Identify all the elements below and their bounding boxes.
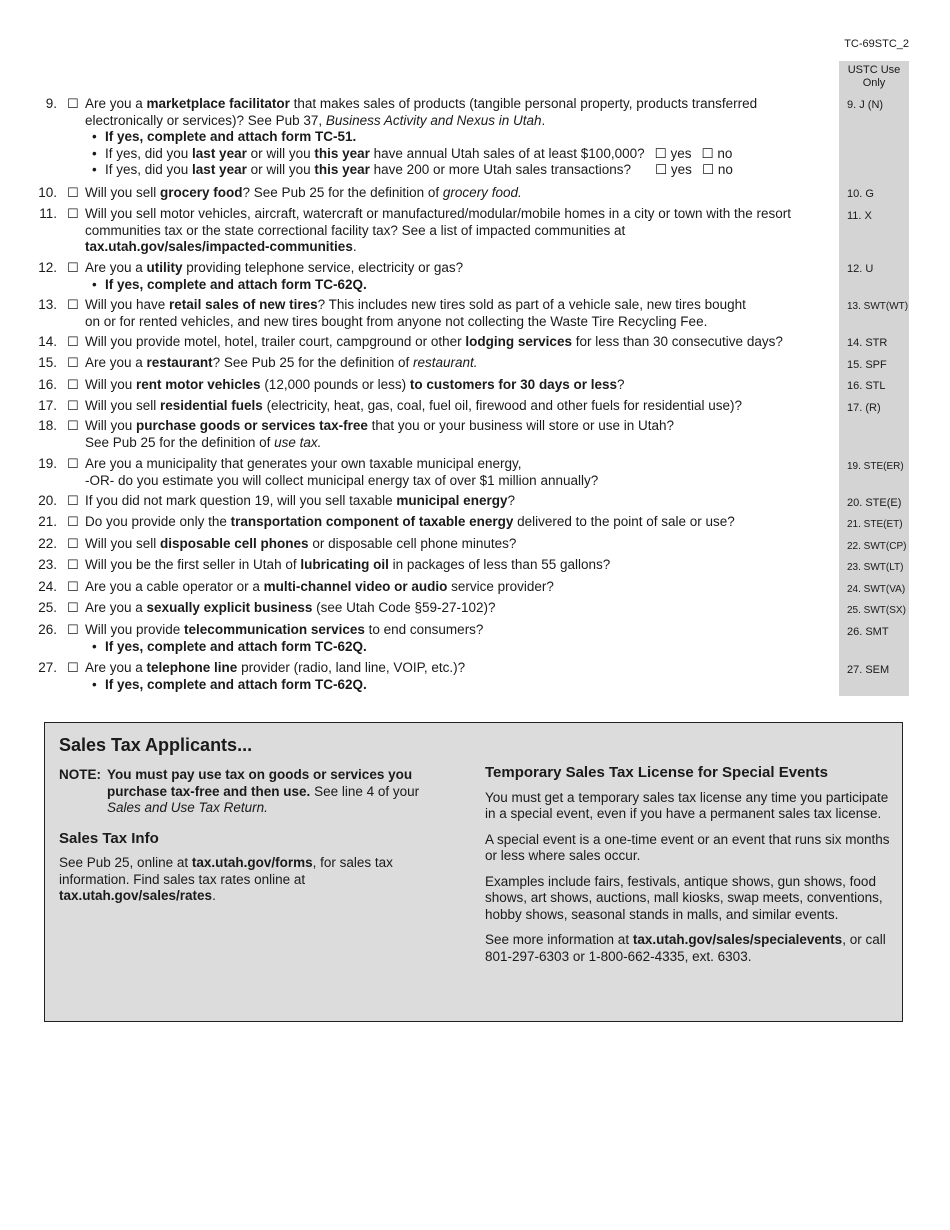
checkbox[interactable]: ☐ — [67, 418, 79, 433]
code-17: 17. (R) — [847, 402, 881, 414]
question-11: 11. ☐ Will you sell motor vehicles, aircraft, watercraft or manufactured/modular/mobile homes in a city or town with the resort communities tax or the state correctional facility tax? See a list of impacted communities at tax.utah.gov/sales/impacted-communities. — [39, 206, 792, 254]
checkbox[interactable]: ☐ — [67, 377, 79, 392]
code-12: 12. U — [847, 263, 874, 275]
ustc-use-column — [839, 61, 909, 696]
checkbox[interactable]: ☐ — [67, 536, 79, 551]
question-21: 21. ☐ Do you provide only the transportation component of taxable energy delivered to the point of sale or use? — [38, 514, 735, 529]
panel-left-column — [59, 767, 454, 914]
checkbox[interactable]: ☐ — [67, 334, 79, 349]
code-20: 20. STE(E) — [847, 497, 902, 509]
checkbox[interactable]: ☐ — [67, 398, 79, 413]
panel-right-column — [485, 765, 895, 974]
question-10: 10. ☐ Will you sell grocery food? See Pub 25 for the definition of grocery food. — [38, 185, 522, 200]
code-19: 19. STE(ER) — [847, 461, 904, 472]
sales-tax-info-text: See Pub 25, online at tax.utah.gov/forms, for sales tax information. Find sales tax rates online at tax.utah.gov/sales/rates. — [59, 855, 393, 903]
question-13: 13. ☐ Will you have retail sales of new tires? This includes new tires sold as part of a vehicle sale, new tires bought on or for rented vehicles, and new tires bought from anyone not collecting the Waste Tire Recycling Fee. — [38, 297, 746, 329]
checkbox-yes[interactable]: ☐ — [654, 145, 667, 161]
panel-title: Sales Tax Applicants... — [59, 735, 253, 755]
question-22: 22. ☐ Will you sell disposable cell phones or disposable cell phone minutes? — [38, 536, 517, 551]
code-10: 10. G — [847, 188, 874, 200]
temp-license-p1: You must get a temporary sales tax license any time you participate in a special event, even if you have a permanent sales tax license. — [485, 789, 889, 821]
checkbox[interactable]: ☐ — [67, 260, 79, 275]
form-id: TC-69STC_2 — [844, 38, 909, 50]
question-9: 9. ☐ Are you a marketplace facilitator that makes sales of products (tangible personal property, products transferred electronically or services)? See Pub 37, Business Activity and Nexus in Utah. • If yes, complete and attach form TC-51. • If yes, did you last year or will you this year have annual Utah sales of at least $100,000? ☐ yes ☐ no • If yes, did you last year or will you this year have 200 or more Utah sales transactions? ☐ yes ☐ no — [34, 96, 834, 179]
code-21: 21. STE(ET) — [847, 519, 903, 530]
rates-link[interactable]: tax.utah.gov/sales/rates — [59, 888, 213, 903]
code-25: 25. SWT(SX) — [847, 605, 906, 616]
checkbox[interactable]: ☐ — [67, 206, 79, 221]
temp-license-heading: Temporary Sales Tax License for Special Events — [485, 764, 828, 781]
special-events-link[interactable]: tax.utah.gov/sales/specialevents — [632, 932, 843, 947]
checkbox[interactable]: ☐ — [67, 96, 79, 111]
question-16: 16. ☐ Will you rent motor vehicles (12,000 pounds or less) to customers for 30 days or less? — [38, 377, 625, 392]
checkbox-yes[interactable]: ☐ — [655, 162, 668, 177]
checkbox[interactable]: ☐ — [67, 579, 79, 594]
checkbox[interactable]: ☐ — [67, 355, 79, 370]
code-26: 26. SMT — [847, 626, 889, 638]
checkbox[interactable]: ☐ — [67, 600, 79, 615]
question-27: 27. ☐ Are you a telephone line provider (radio, land line, VOIP, etc.)? • If yes, complete and attach form TC-62Q. — [34, 660, 834, 693]
temp-license-p2: A special event is a one-time event or an event that runs six months or less where sales occur. — [485, 831, 890, 863]
checkbox[interactable]: ☐ — [67, 493, 79, 508]
checkbox[interactable]: ☐ — [67, 514, 79, 529]
question-14: 14. ☐ Will you provide motel, hotel, trailer court, campground or other lodging services for less than 30 consecutive days? — [38, 334, 783, 349]
question-15: 15. ☐ Are you a restaurant? See Pub 25 for the definition of restaurant. — [38, 355, 478, 370]
question-18: 18. ☐ Will you purchase goods or services tax-free that you or your business will store or use in Utah? See Pub 25 for the definition of use tax. — [38, 418, 675, 450]
code-22: 22. SWT(CP) — [847, 541, 907, 552]
question-12: 12. ☐ Are you a utility providing telephone service, electricity or gas? • If yes, complete and attach form TC-62Q. — [34, 260, 834, 293]
checkbox[interactable]: ☐ — [67, 622, 79, 637]
checkbox-no[interactable]: ☐ — [701, 145, 714, 161]
sales-tax-applicants-panel — [44, 722, 903, 1022]
question-25: 25. ☐ Are you a sexually explicit business (see Utah Code §59-27-102)? — [38, 600, 496, 615]
checkbox[interactable]: ☐ — [67, 297, 79, 312]
code-11: 11. X — [847, 210, 872, 222]
code-16: 16. STL — [847, 380, 886, 392]
code-9: 9. J (N) — [847, 99, 884, 111]
note: NOTE: You must pay use tax on goods or services you purchase tax-free and then use. See line 4 of your Sales and Use Tax Return. — [59, 767, 420, 815]
temp-license-p4: See more information at tax.utah.gov/sales/specialevents, or call 801-297-6303 or 1-800-662-4335, ext. 6303. — [485, 932, 886, 964]
forms-link[interactable]: tax.utah.gov/forms — [191, 855, 313, 870]
code-13: 13. SWT(WT) — [847, 301, 909, 312]
question-19: 19. ☐ Are you a municipality that generates your own taxable municipal energy, -OR- do you estimate you will collect municipal energy tax of over $1 million annually? — [38, 456, 599, 488]
question-number: 9. — [45, 96, 57, 111]
checkbox[interactable]: ☐ — [67, 185, 79, 200]
ustc-use-header: USTC Use Only — [847, 64, 901, 89]
temp-license-p3: Examples include fairs, festivals, antique shows, gun shows, food shows, art shows, auctions, mall kiosks, swap meets, conventions, hobby shows, seasonal stands in malls, and similar events. — [485, 873, 883, 922]
code-14: 14. STR — [847, 337, 888, 349]
checkbox-no[interactable]: ☐ — [701, 162, 715, 177]
code-27: 27. SEM — [847, 664, 890, 676]
question-24: 24. ☐ Are you a cable operator or a multi-channel video or audio service provider? — [38, 579, 554, 594]
question-17: 17. ☐ Will you sell residential fuels (electricity, heat, gas, coal, fuel oil, firewood and other fuels for residential use)? — [38, 398, 743, 413]
question-26: 26. ☐ Will you provide telecommunication services to end consumers? • If yes, complete and attach form TC-62Q. — [34, 622, 834, 655]
question-20: 20. ☐ If you did not mark question 19, will you sell taxable municipal energy? — [38, 493, 515, 508]
code-23: 23. SWT(LT) — [847, 562, 904, 573]
code-24: 24. SWT(VA) — [847, 584, 906, 595]
code-15: 15. SPF — [847, 359, 887, 371]
question-23: 23. ☐ Will you be the first seller in Utah of lubricating oil in packages of less than 55 gallons? — [38, 557, 611, 572]
checkbox[interactable]: ☐ — [67, 660, 79, 675]
checkbox[interactable]: ☐ — [67, 456, 79, 471]
sales-tax-info-heading: Sales Tax Info — [59, 829, 159, 847]
checkbox[interactable]: ☐ — [67, 557, 79, 572]
